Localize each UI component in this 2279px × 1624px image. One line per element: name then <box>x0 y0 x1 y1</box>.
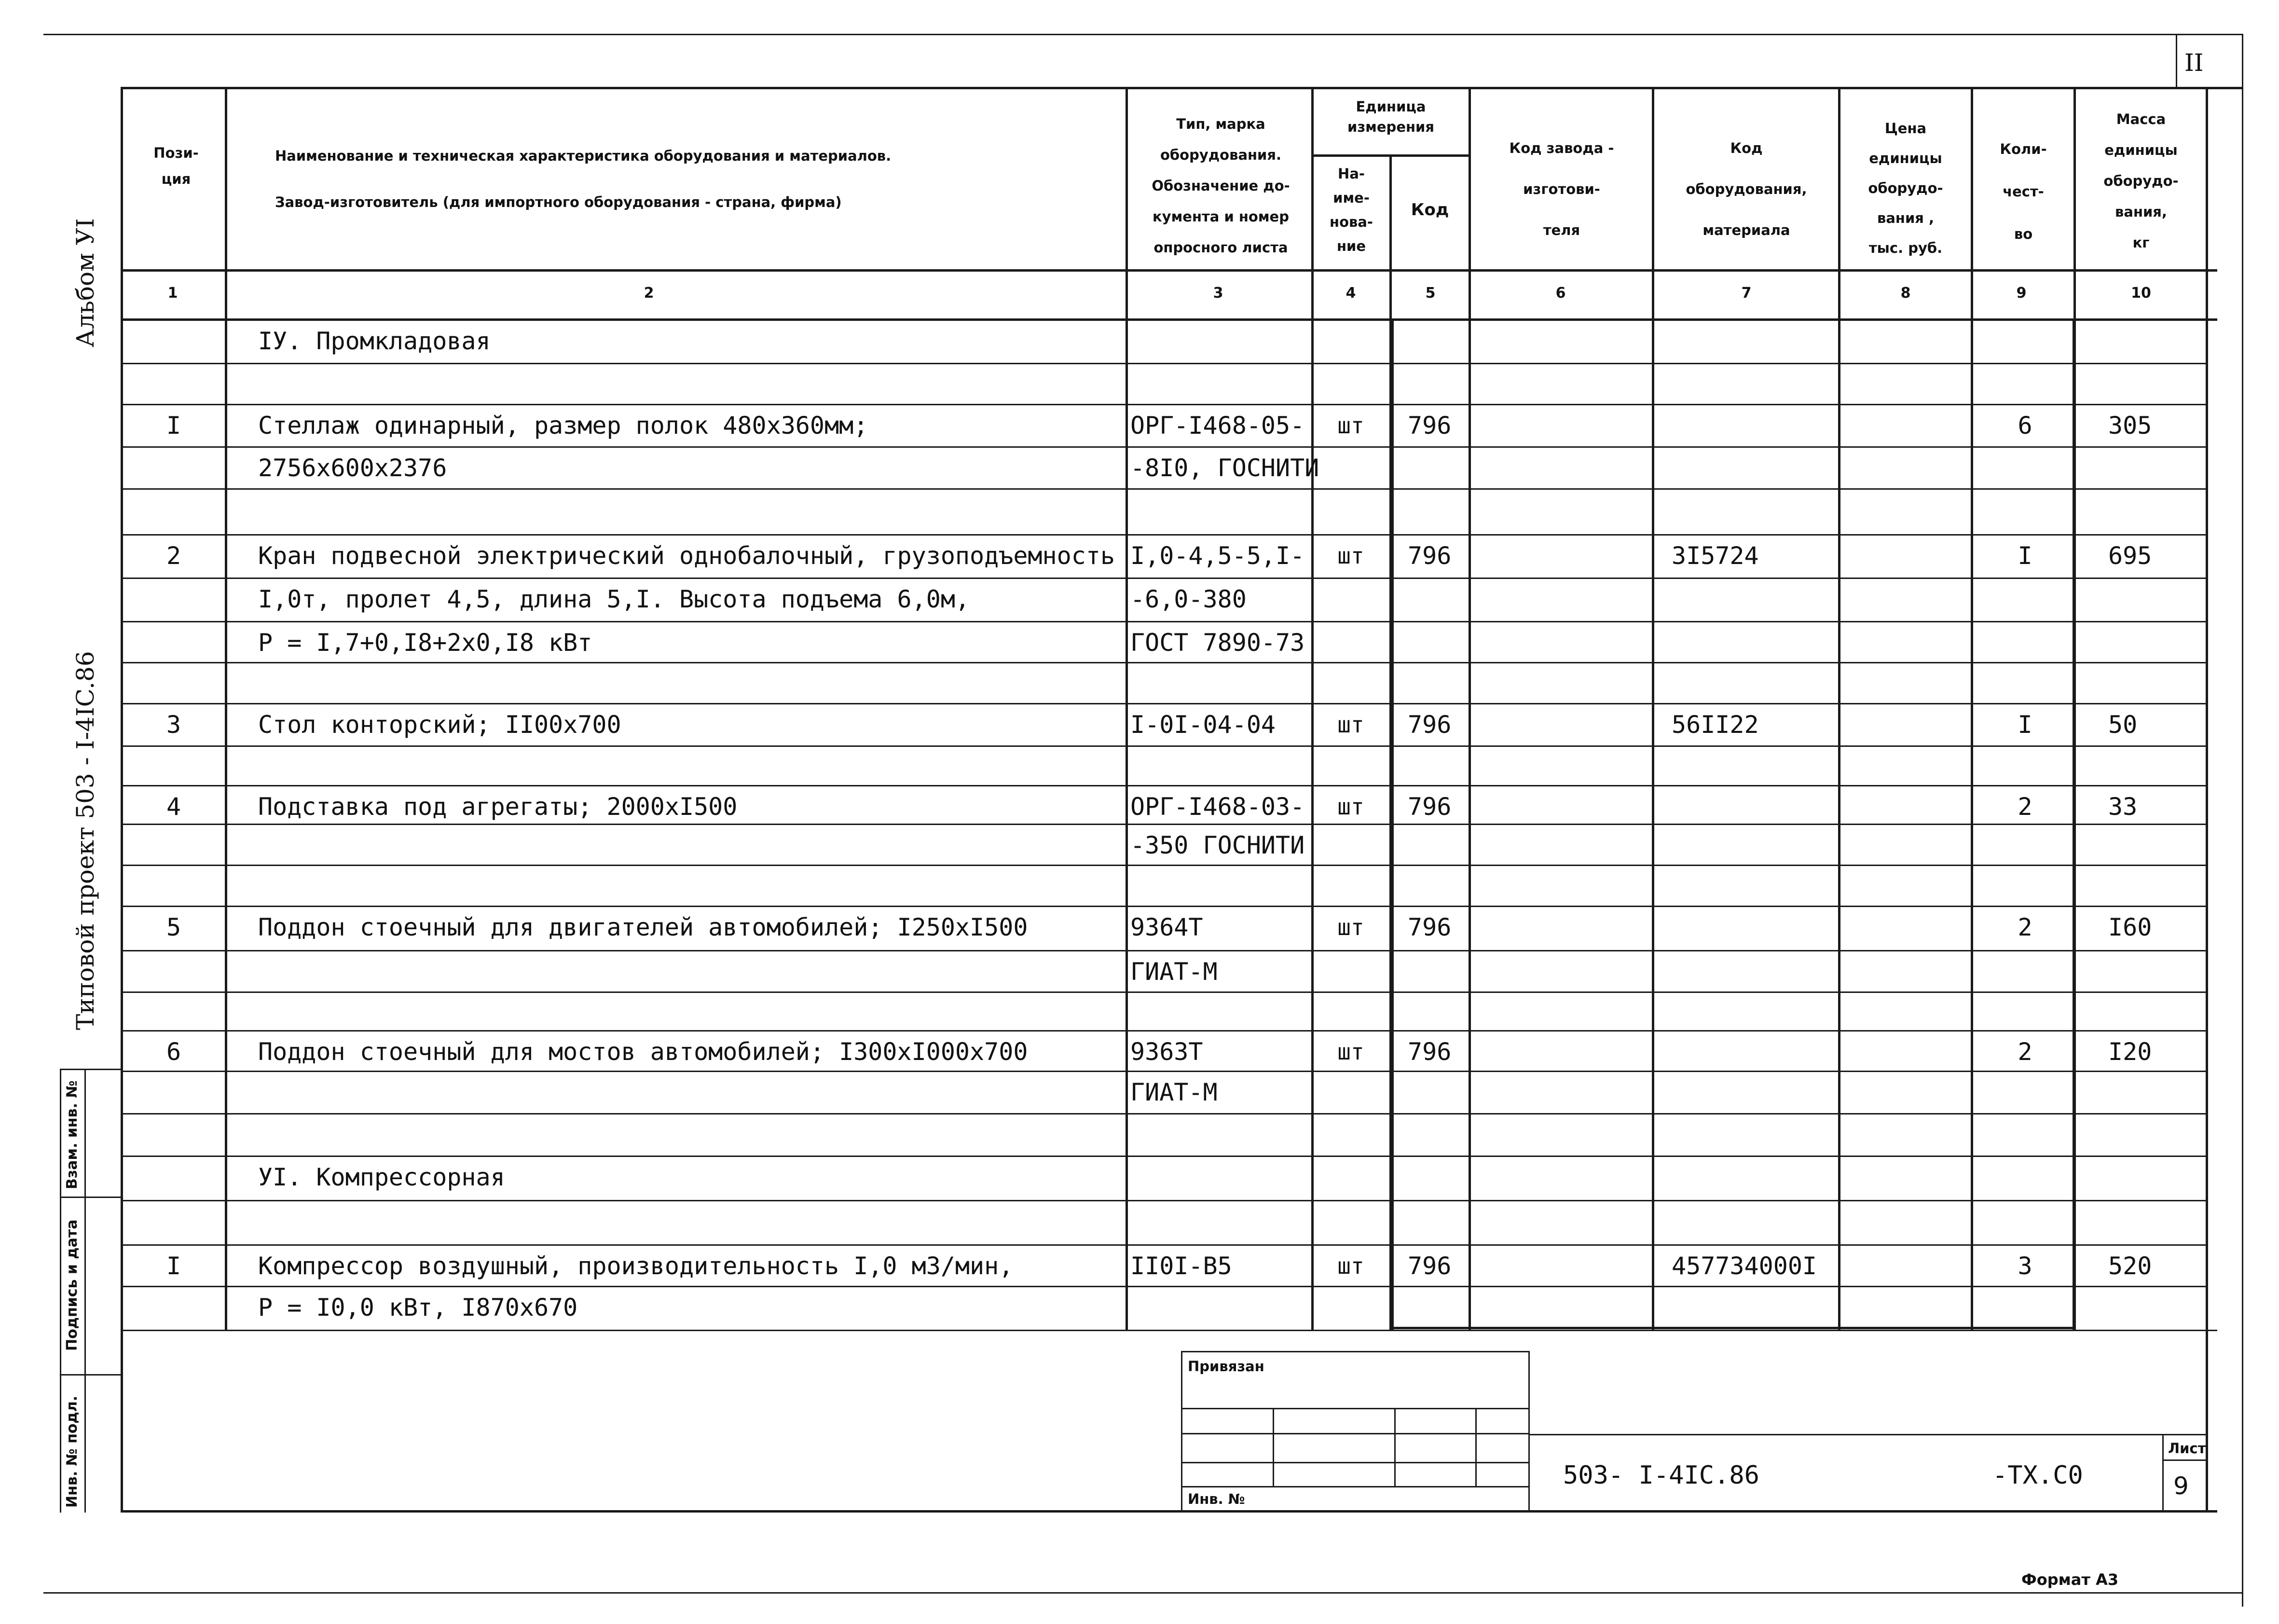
row-separator <box>122 1156 2207 1157</box>
header-type: Тип, марка оборудования. Обозначение до- кумента и номер опросного листа <box>1152 116 1290 256</box>
row-unit: шт <box>1337 712 1364 738</box>
row-separator <box>122 621 2207 622</box>
title-block-top <box>1529 1434 2206 1435</box>
row-separator <box>122 446 2207 448</box>
stamp-right <box>1528 1351 1530 1513</box>
stamp-row1 <box>1182 1408 1529 1409</box>
page-number: II <box>2184 49 2204 77</box>
row-qty: 3 <box>2018 1252 2032 1280</box>
stamp-left <box>1181 1351 1182 1513</box>
row-code: 796 <box>1408 913 1452 941</box>
colnum-2: 2 <box>644 285 654 302</box>
side-project: Типовой проект 503 - I-4IC.86 <box>71 651 99 1030</box>
row-qty: 2 <box>2018 793 2032 821</box>
header-price: Цена единицы оборудо- вания , тыс. руб. <box>1868 120 1943 256</box>
strip-left <box>60 1069 61 1513</box>
row-type: ГИАТ-М <box>1130 958 1218 986</box>
row-mass: 695 <box>2108 542 2152 570</box>
row-code: 796 <box>1408 412 1452 440</box>
row-unit: шт <box>1337 413 1364 439</box>
row-pos: 5 <box>166 913 181 941</box>
strip-div1 <box>60 1197 122 1198</box>
colnum-10: 10 <box>2131 285 2151 302</box>
row-unit: шт <box>1337 914 1364 940</box>
header-unit-code: Код <box>1411 200 1449 220</box>
col-line-1 <box>225 87 227 1330</box>
side-album: Альбом УI <box>71 218 99 347</box>
side-inv-podl: Инв. № подл. <box>64 1395 81 1508</box>
row-code: 796 <box>1408 1038 1452 1066</box>
row-type: -8I0, ГОСНИТИ <box>1130 454 1319 482</box>
row-mass: I20 <box>2108 1038 2152 1066</box>
row-name: Поддон стоечный для двигателей автомобилей; I250хI500 <box>258 913 1028 941</box>
row-separator <box>122 404 2207 405</box>
col-line-3 <box>1311 87 1314 1330</box>
stamp-top <box>1182 1351 1529 1352</box>
stamp-row3 <box>1182 1462 1529 1463</box>
row-pos: 2 <box>166 542 181 570</box>
col-line-5 <box>1469 87 1471 1330</box>
row-separator <box>122 785 2207 786</box>
row-code: 796 <box>1408 542 1452 570</box>
colnum-3: 3 <box>1213 285 1223 302</box>
row-code: 796 <box>1408 711 1452 739</box>
colnum-7: 7 <box>1741 285 1752 302</box>
colnum-6: 6 <box>1555 285 1566 302</box>
row-type: -6,0-380 <box>1130 585 1247 613</box>
row-separator <box>122 745 2207 747</box>
row-mass: I60 <box>2108 913 2152 941</box>
row-type: I-0I-04-04 <box>1130 711 1276 739</box>
row-name: Стол конторский; II00х700 <box>258 711 621 739</box>
row-separator <box>122 950 2207 951</box>
side-inv-vzam: Взам. инв. № <box>64 1080 81 1189</box>
right-border <box>2242 34 2243 1607</box>
colnum-8: 8 <box>1900 285 1911 302</box>
row-type: 9363Т <box>1130 1038 1203 1066</box>
row-pos: 6 <box>166 1038 181 1066</box>
row-unit: шт <box>1337 794 1364 820</box>
row-separator <box>122 363 2207 364</box>
form-bottom <box>122 1510 2217 1513</box>
stamp-privyazan: Привязан <box>1188 1358 1264 1375</box>
row-qty: I <box>2018 542 2032 570</box>
strip-top <box>60 1069 122 1070</box>
row-separator <box>122 1071 2207 1072</box>
row-unit: шт <box>1337 1039 1364 1065</box>
header-qty: Коли- чест- во <box>2000 141 2047 242</box>
colnum-4: 4 <box>1345 285 1356 302</box>
stamp-row4 <box>1182 1486 1529 1487</box>
stamp-inv-no: Инв. № <box>1188 1491 1245 1507</box>
row-separator <box>122 1286 2207 1287</box>
row-type: ОРГ-I468-05- <box>1130 412 1305 440</box>
row-mass: 50 <box>2108 711 2138 739</box>
row-code: 796 <box>1408 793 1452 821</box>
inner-box-bottom <box>1390 1327 2075 1329</box>
row-name: Подставка под агрегаты; 2000хI500 <box>258 793 738 821</box>
col-line-8 <box>1971 87 1973 1330</box>
col-line-7 <box>1838 87 1840 1330</box>
row-name: Компрессор воздушный, производительность I,0 м3/мин, <box>258 1252 1014 1280</box>
row-separator <box>122 578 2207 579</box>
row-pos: 4 <box>166 793 181 821</box>
side-sign-date: Подпись и дата <box>64 1219 81 1351</box>
row-pos: I <box>166 412 181 440</box>
row-separator <box>122 534 2207 536</box>
header-bottom <box>122 269 2217 272</box>
header-unit-group: Единица измерения <box>1347 98 1434 135</box>
row-unit: шт <box>1337 1253 1364 1279</box>
sheet-number: 9 <box>2173 1472 2189 1500</box>
row-qty: I <box>2018 711 2032 739</box>
colnum-9: 9 <box>2016 285 2027 302</box>
row-equip: 56II22 <box>1672 711 1759 739</box>
colnum-5: 5 <box>1425 285 1436 302</box>
row-qty: 6 <box>2018 412 2032 440</box>
header-mass: Масса единицы оборудо- вания, кг <box>2103 111 2179 251</box>
row-mass: 520 <box>2108 1252 2152 1280</box>
row-name: I,0т, пролет 4,5, длина 5,I. Высота подъема 6,0м, <box>258 585 970 613</box>
sheet-box-left <box>2162 1434 2164 1511</box>
row-qty: 2 <box>2018 1038 2032 1066</box>
row-name: Р = I,7+0,I8+2х0,I8 кВт <box>258 629 592 657</box>
stamp-col3 <box>1475 1408 1477 1486</box>
row-name: 2756х600х2376 <box>258 454 447 482</box>
col-line-10 <box>2206 87 2208 1510</box>
row-separator <box>122 991 2207 993</box>
colnum-1: 1 <box>167 285 178 302</box>
top-border <box>43 34 2243 35</box>
strip-div2 <box>60 1374 122 1376</box>
strip-inner <box>84 1069 86 1513</box>
row-separator <box>122 1200 2207 1201</box>
colnum-bottom <box>122 318 2217 321</box>
row-separator <box>122 703 2207 704</box>
table-end <box>122 1330 2217 1331</box>
stamp-col1 <box>1273 1408 1274 1486</box>
format-label: Формат А3 <box>2021 1570 2119 1589</box>
header-equip-code: Код оборудования, материала <box>1686 140 1807 238</box>
header-pos: Пози- ция <box>153 145 199 187</box>
row-name: Стеллаж одинарный, размер полок 480х360мм; <box>258 412 868 440</box>
row-pos: 3 <box>166 711 181 739</box>
bottom-border <box>43 1592 2243 1594</box>
row-mass: 33 <box>2108 793 2138 821</box>
row-equip: 457734000I <box>1672 1252 1817 1280</box>
row-qty: 2 <box>2018 913 2032 941</box>
row-separator <box>122 1244 2207 1246</box>
header-name: Наименование и техническая характеристика оборудования и материалов. Завод-изготовитель (для импортного оборудования - страна, фирма) <box>275 148 892 210</box>
row-equip: 3I5724 <box>1672 542 1759 570</box>
row-name: УI. Компрессорная <box>258 1163 505 1191</box>
row-type: -350 ГОСНИТИ <box>1130 831 1305 859</box>
row-name: IУ. Промкладовая <box>258 327 491 355</box>
stamp-col2 <box>1394 1408 1396 1486</box>
row-separator <box>122 662 2207 663</box>
row-separator <box>122 865 2207 866</box>
row-pos: I <box>166 1252 181 1280</box>
row-type: ОРГ-I468-03- <box>1130 793 1305 821</box>
row-separator <box>122 1030 2207 1032</box>
col-line-6 <box>1652 87 1654 1330</box>
row-name: Поддон стоечный для мостов автомобилей; I300хI000х700 <box>258 1038 1028 1066</box>
row-name: Р = I0,0 кВт, I870х670 <box>258 1294 578 1321</box>
row-code: 796 <box>1408 1252 1452 1280</box>
page-number-box-left <box>2176 34 2177 89</box>
row-separator <box>122 824 2207 825</box>
row-type: ГИАТ-М <box>1130 1078 1218 1106</box>
table-top <box>122 87 2242 89</box>
row-type: ГОСТ 7890-73 <box>1130 629 1305 657</box>
row-type: II0I-В5 <box>1130 1252 1232 1280</box>
stamp-row2 <box>1182 1433 1529 1434</box>
doc-suffix: -ТХ.С0 <box>1992 1461 2083 1490</box>
row-type: 9364Т <box>1130 913 1203 941</box>
doc-code: 503- I-4IC.86 <box>1563 1461 1759 1490</box>
sheet-label: Лист <box>2168 1440 2206 1457</box>
header-factory: Код завода - изготови- теля <box>1509 140 1614 238</box>
row-separator <box>122 906 2207 907</box>
row-separator <box>122 488 2207 490</box>
header-unit-name: На- име- нова- ние <box>1330 165 1373 254</box>
row-type: I,0-4,5-5,I- <box>1130 542 1305 570</box>
sheet-box-divider <box>2162 1459 2207 1461</box>
col-line-2 <box>1126 87 1128 1330</box>
row-mass: 305 <box>2108 412 2152 440</box>
unit-group-divider <box>1311 154 1470 157</box>
row-unit: шт <box>1337 543 1364 569</box>
row-separator <box>122 1113 2207 1115</box>
row-name: Кран подвесной электрический однобалочный, грузоподъемность <box>258 542 1115 570</box>
